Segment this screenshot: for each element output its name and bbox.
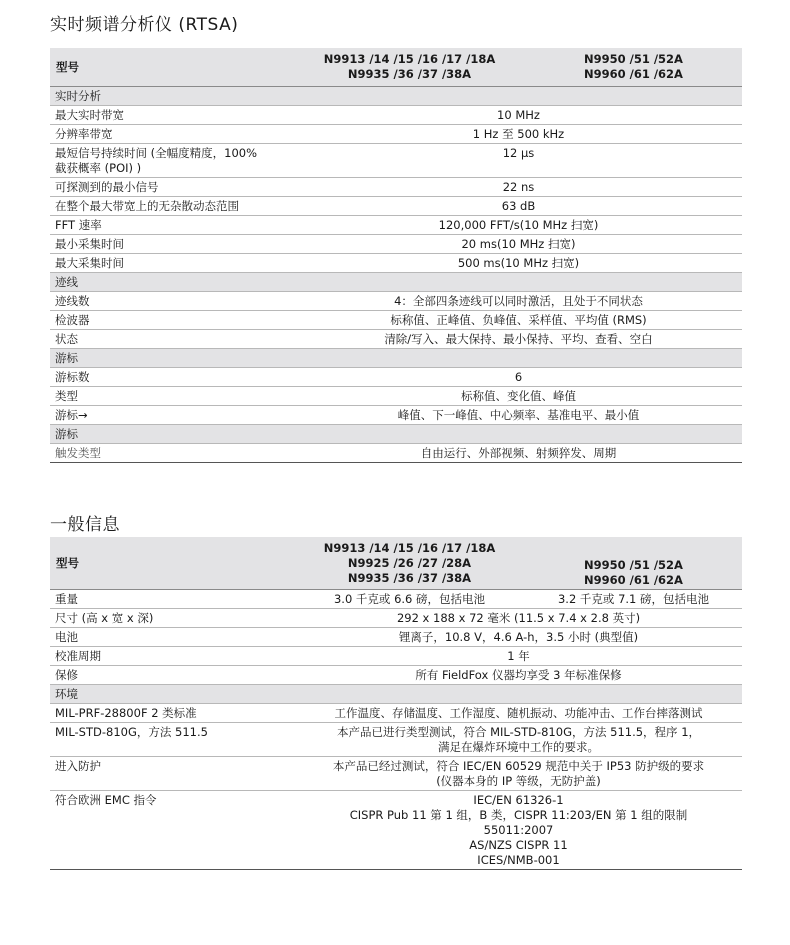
spec-value: 工作温度、存储温度、工作湿度、随机振动、功能冲击、工作台摔落测试	[294, 703, 742, 722]
spec-row	[50, 665, 742, 684]
spec-row	[50, 608, 742, 627]
rtsa-section-title: 实时频谱分析仪 (RTSA)	[50, 15, 239, 35]
spec-value: 1 年	[294, 646, 742, 665]
spec-value: 4：全部四条迹线可以同时激活，且处于不同状态	[294, 291, 742, 310]
rtsa-header-model-line: N9960 /61 /62A	[584, 67, 683, 82]
spec-row	[50, 589, 742, 608]
spec-label: 保修	[50, 665, 294, 684]
general-header-model-line: N9935 /36 /37 /38A	[347, 570, 472, 585]
spec-value: 3.2 千克或 7.1 磅，包括电池	[524, 589, 742, 608]
category-label: 实时分析	[50, 86, 742, 105]
spec-row	[50, 234, 742, 253]
spec-value: 10 MHz	[294, 105, 742, 124]
general-header-model-line: N9950 /51 /52A	[584, 557, 683, 572]
spec-row	[50, 291, 742, 310]
spec-row	[50, 143, 742, 177]
category-row	[50, 272, 742, 291]
spec-row	[50, 443, 742, 462]
spec-row	[50, 386, 742, 405]
spec-label: 游标→	[50, 405, 294, 424]
spec-value-line: IEC/EN 61326-1	[473, 792, 564, 807]
spec-row	[50, 703, 742, 722]
category-row	[50, 424, 742, 443]
spec-label: 重量	[50, 589, 294, 608]
spec-label: 进入防护	[50, 756, 294, 790]
rtsa-table-body	[50, 48, 742, 462]
spec-row	[50, 215, 742, 234]
spec-label: 符合欧洲 EMC 指令	[50, 790, 294, 869]
spec-row	[50, 124, 742, 143]
spec-label: 可探测到的最小信号	[50, 177, 294, 196]
spec-label: MIL-STD-810G，方法 511.5	[50, 722, 294, 756]
spec-value: 20 ms(10 MHz 扫宽)	[294, 234, 742, 253]
general-header-models-2	[524, 537, 742, 589]
spec-row	[50, 310, 742, 329]
spec-value-line: 55011:2007	[483, 822, 554, 837]
spec-value-line: 本产品已经过测试，符合 IEC/EN 60529 规范中关于 IP53 防护级的要求	[332, 758, 705, 773]
spec-value: 292 x 188 x 72 毫米 (11.5 x 7.4 x 2.8 英寸)	[294, 608, 742, 627]
rtsa-header-row	[50, 48, 742, 86]
spec-value-line: ICES/NMB-001	[477, 852, 560, 867]
spec-value: 自由运行、外部视频、射频猝发、周期	[294, 443, 742, 462]
spec-value-line: AS/NZS CISPR 11	[469, 837, 568, 852]
general-header-models-1	[294, 537, 524, 589]
spec-label-line: 截获概率 (POI) )	[55, 160, 142, 175]
spec-row	[50, 790, 742, 869]
spec-value: 120,000 FFT/s(10 MHz 扫宽)	[294, 215, 742, 234]
spec-row	[50, 253, 742, 272]
spec-label: 类型	[50, 386, 294, 405]
spec-value: 63 dB	[294, 196, 742, 215]
spec-label: MIL-PRF-28800F 2 类标准	[50, 703, 294, 722]
spec-row	[50, 177, 742, 196]
spec-row	[50, 756, 742, 790]
spec-value-line: 满足在爆炸环境中工作的要求。	[438, 739, 599, 754]
spec-value: 标称值、正峰值、负峰值、采样值、平均值 (RMS)	[294, 310, 742, 329]
spec-label: 最大采集时间	[50, 253, 294, 272]
general-header-label: 型号	[50, 537, 294, 589]
spec-label: 状态	[50, 329, 294, 348]
rtsa-header-model-line: N9935 /36 /37 /38A	[347, 67, 472, 82]
spec-label: 最小采集时间	[50, 234, 294, 253]
spec-row	[50, 627, 742, 646]
spec-value: 3.0 千克或 6.6 磅，包括电池	[294, 589, 524, 608]
spec-value: 峰值、下一峰值、中心频率、基准电平、最小值	[294, 405, 742, 424]
spec-value	[294, 790, 742, 869]
category-row	[50, 348, 742, 367]
general-spec-table	[50, 537, 742, 870]
category-label: 游标	[50, 348, 742, 367]
spec-value: 22 ns	[294, 177, 742, 196]
spec-row	[50, 722, 742, 756]
spec-value: 清除/写入、最大保持、最小保持、平均、查看、空白	[294, 329, 742, 348]
spec-label: 检波器	[50, 310, 294, 329]
spec-value: 标称值、变化值、峰值	[294, 386, 742, 405]
spec-value: 6	[294, 367, 742, 386]
rtsa-header-models-2	[524, 48, 742, 86]
general-section-title: 一般信息	[50, 515, 120, 535]
spec-value: 锂离子，10.8 V，4.6 A-h，3.5 小时 (典型值)	[294, 627, 742, 646]
spec-value-line: (仪器本身的 IP 等级，无防护盖)	[436, 773, 601, 788]
general-header-model-line: N9925 /26 /27 /28A	[347, 555, 472, 570]
rtsa-header-model-line: N9913 /14 /15 /16 /17 /18A	[323, 52, 496, 67]
general-header-model-line: N9960 /61 /62A	[584, 572, 683, 587]
rtsa-spec-table	[50, 48, 742, 463]
spec-value	[294, 722, 742, 756]
category-row	[50, 86, 742, 105]
spec-label: FFT 速率	[50, 215, 294, 234]
general-table-body	[50, 537, 742, 869]
category-label: 迹线	[50, 272, 742, 291]
spec-value: 500 ms(10 MHz 扫宽)	[294, 253, 742, 272]
rtsa-header-model-line: N9950 /51 /52A	[584, 52, 683, 67]
spec-label: 最大实时带宽	[50, 105, 294, 124]
spec-label: 电池	[50, 627, 294, 646]
rtsa-header-label: 型号	[50, 48, 294, 86]
spec-label: 在整个最大带宽上的无杂散动态范围	[50, 196, 294, 215]
spec-label: 游标数	[50, 367, 294, 386]
spec-row	[50, 329, 742, 348]
spec-label: 分辨率带宽	[50, 124, 294, 143]
spec-label-line: 最短信号持续时间 (全幅度精度，100%	[55, 145, 258, 160]
spec-label: 校准周期	[50, 646, 294, 665]
spec-row	[50, 405, 742, 424]
spec-label: 迹线数	[50, 291, 294, 310]
category-row	[50, 684, 742, 703]
rtsa-header-models-1	[294, 48, 524, 86]
spec-row	[50, 196, 742, 215]
general-header-model-line: N9913 /14 /15 /16 /17 /18A	[323, 540, 496, 555]
spec-row	[50, 646, 742, 665]
category-label: 游标	[50, 424, 742, 443]
category-label: 环境	[50, 684, 742, 703]
spec-value: 所有 FieldFox 仪器均享受 3 年标准保修	[294, 665, 742, 684]
spec-value	[294, 756, 742, 790]
spec-row	[50, 367, 742, 386]
spec-label	[50, 143, 294, 177]
general-header-row	[50, 537, 742, 589]
spec-label: 尺寸 (高 x 宽 x 深)	[50, 608, 294, 627]
spec-label: 触发类型	[50, 443, 294, 462]
spec-value-line: CISPR Pub 11 第 1 组，B 类，CISPR 11:203/EN 第 1 组的限制	[349, 807, 688, 822]
spec-value: 1 Hz 至 500 kHz	[294, 124, 742, 143]
spec-value: 12 μs	[294, 143, 742, 177]
spec-row	[50, 105, 742, 124]
spec-value-line: 本产品已进行类型测试，符合 MIL-STD-810G，方法 511.5，程序 1，	[336, 724, 701, 739]
